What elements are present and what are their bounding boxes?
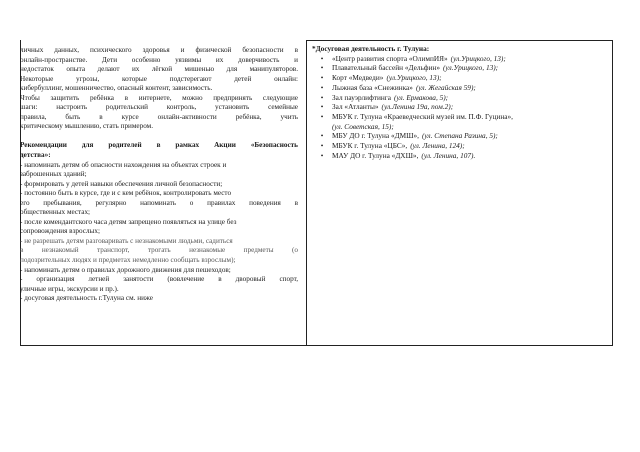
leisure-heading: *Досуговая деятельность г. Тулуна: (312, 44, 430, 53)
bullet-icon: • (320, 63, 324, 73)
venue-address-continued (312, 122, 612, 132)
venue-address: (ул.Урицкого, 13); (386, 73, 442, 83)
text-line: уличные игры, экскурсии и пр.). (20, 284, 119, 293)
text-line: сопровождения взрослых; (20, 227, 100, 236)
text-line: - досуговая деятельность г.Тулуна см. ниже (20, 294, 153, 303)
text-line: подозрительных людях и предметах немедленно сообщать взрослым); (20, 256, 236, 265)
text-line: Чтобы защитить ребёнка в интернете, можно предпринять следующие (20, 93, 298, 102)
venue-name: «Центр развития спорта «ОлимпИЯ» (332, 53, 448, 63)
text-line: общественных местах; (20, 208, 91, 217)
text-line: детства»: (20, 151, 51, 160)
text-line (20, 132, 298, 142)
text-line: - постоянно быть в курсе, где и с кем ребёнок, контролировать место (20, 189, 232, 198)
text-line: - не разрешать детям разговаривать с незнакомыми людьми, садиться (20, 236, 233, 245)
list-item (312, 131, 612, 141)
bullet-icon: • (320, 102, 324, 112)
bullet-icon: • (320, 73, 324, 83)
venue-name: МБУК г. Тулуна «Краеведческий музей им. П.Ф. Гуцина», (332, 111, 513, 121)
text-line: его пребывания, регулярно напоминать о правилах поведения в (20, 198, 298, 207)
text-line: правила, быть в курсе онлайн-активности ребёнка, учить (20, 112, 298, 121)
text-line: недостаток опыта делают их лёгкой мишенью для манипуляторов. (20, 65, 298, 74)
table-right-border (612, 40, 613, 346)
text-line: в незнакомый транспорт, трогать незнакомые предметы (о (20, 246, 298, 255)
venue-name: МБУ ДО г. Тулуна «ДМШ», (332, 131, 419, 141)
venue-address: (ул. Ермакова, 5); (394, 92, 449, 102)
text-line: Некоторые угрозы, которые подстерегают детей онлайн: (20, 74, 298, 83)
table-column-divider (306, 40, 307, 346)
bullet-icon: • (320, 141, 324, 151)
venue-address: (ул. Советская, 15); (332, 121, 394, 131)
text-line: Рекомендации для родителей в рамках Акции «Безопасность (20, 141, 298, 150)
venue-address: (ул. Ленина, 107). (421, 150, 476, 160)
text-line: - напоминать детям об опасности нахождения на объектах строек и (20, 160, 227, 169)
bullet-icon: • (320, 131, 324, 141)
bullet-icon: • (320, 150, 324, 160)
list-item (312, 73, 612, 83)
bullet-icon: • (320, 53, 324, 63)
text-line: - формировать у детей навыки обеспечения личной безопасности; (20, 179, 223, 188)
list-item (312, 151, 612, 161)
venue-address: (ул. Ленина, 124); (410, 141, 465, 151)
recommendations-column (20, 46, 298, 304)
venue-address: (ул.Ленина 19а, пом.2); (381, 102, 454, 112)
text-line: кибербуллинг, мошенничество, опасный контент, зависимость. (20, 84, 213, 93)
venue-address: (ул. Степана Разина, 5); (421, 131, 498, 141)
text-line: критическому мышлению, стать примером. (20, 122, 154, 131)
venue-name: Лыжная база «Снежинка» (332, 82, 413, 92)
text-line: - организация летней занятости (вовлечение в дворовый спорт, (20, 275, 298, 284)
text-line: шаги: настроить родительский контроль, установить семейные (20, 103, 298, 112)
text-line: - после комендантского часа детям запрещено появляться на улице без (20, 217, 237, 226)
list-item (312, 54, 612, 64)
venue-name: МБУК г. Тулуна «ЦБС», (332, 141, 408, 151)
list-item (312, 141, 612, 151)
leisure-list (312, 54, 612, 161)
text-line: заброшенных зданий; (20, 170, 87, 179)
table-top-border (306, 40, 613, 41)
list-item (312, 102, 612, 112)
text-line: - напоминать детям о правилах дорожного движения для пешеходов; (20, 265, 231, 274)
list-item (312, 93, 612, 103)
venue-address: (ул. Жегайская 59); (415, 82, 476, 92)
text-line: онлайн-пространстве. Дети особенно уязвимы их доверчивость и (20, 55, 298, 64)
venue-name: МАУ ДО г. Тулуна «ДХШ», (332, 150, 419, 160)
table-bottom-border (20, 345, 613, 346)
bullet-icon: • (320, 82, 324, 92)
venue-name: Корт «Медведи» (332, 73, 384, 83)
list-item (312, 63, 612, 73)
venue-name: Плавательный бассейн «Дельфин» (332, 63, 440, 73)
list-item (312, 112, 612, 122)
venue-name: Зал «Атланты» (332, 102, 379, 112)
bullet-icon: • (320, 111, 324, 121)
venue-address: (ул.Урицкого, 13); (450, 53, 506, 63)
venue-name: Зал пауэрлифтинга (332, 92, 392, 102)
text-line: личных данных, психического здоровья и физической безопасности в (20, 46, 298, 54)
leisure-column (312, 44, 612, 160)
bullet-icon: • (320, 92, 324, 102)
list-item (312, 83, 612, 93)
venue-address: (ул.Урицкого, 13); (442, 63, 499, 73)
